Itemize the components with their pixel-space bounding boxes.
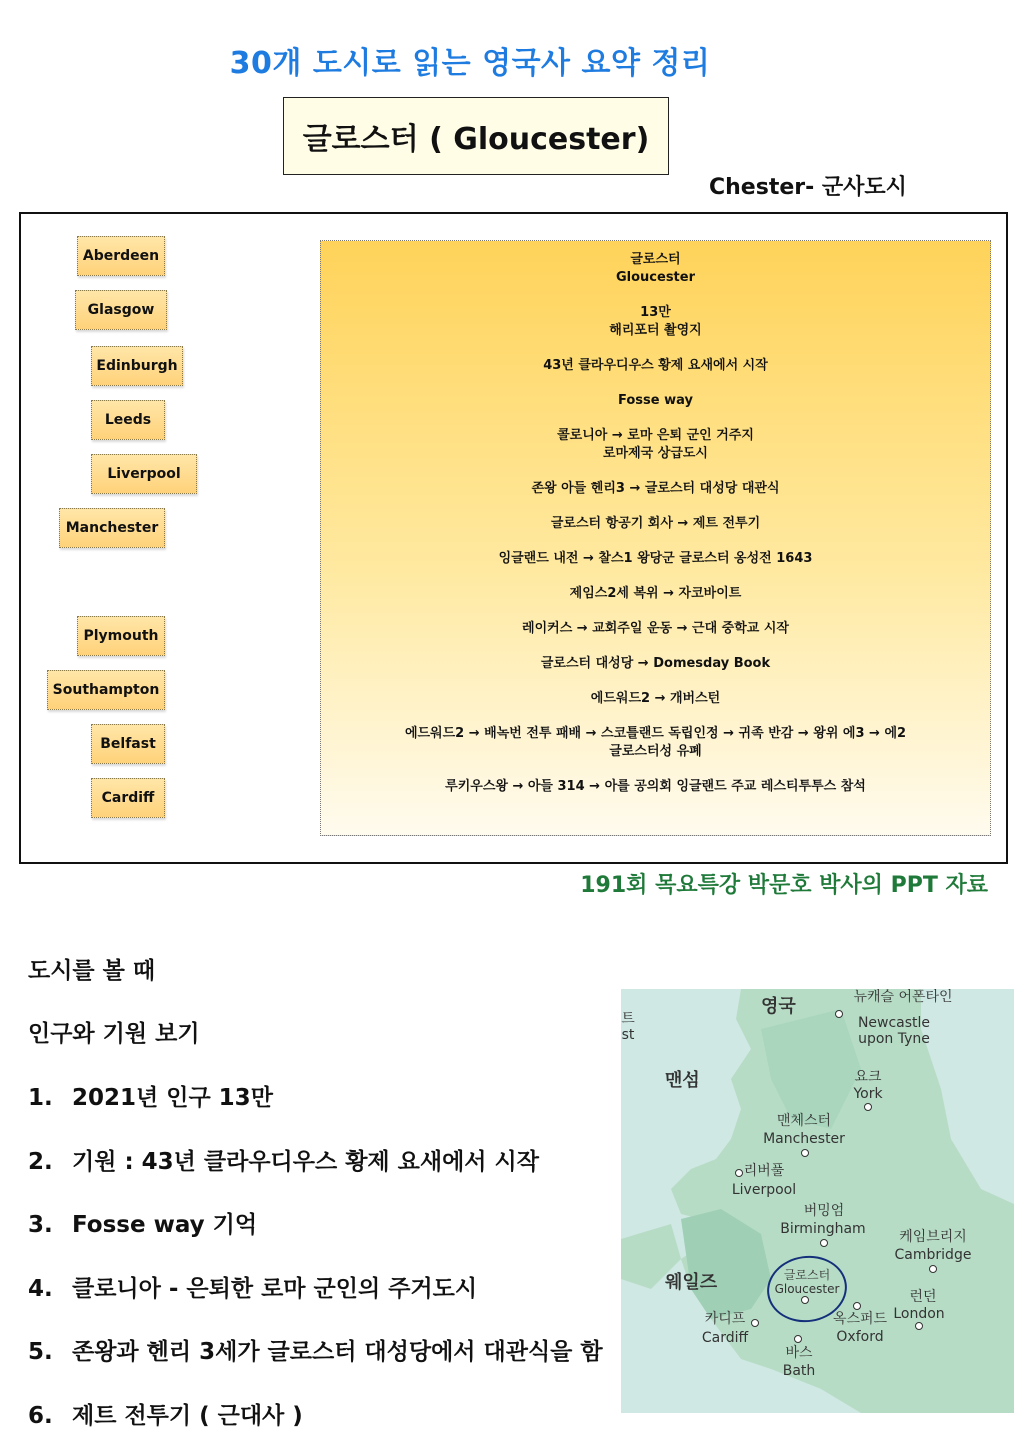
map-dot-bath [794,1335,802,1343]
info-line: 루키우스왕 → 아들 314 → 아를 공의회 잉글랜드 주교 레스티투투스 참석 [445,779,866,794]
info-line: 글로스터성 유폐 [609,744,702,759]
notes-item-text: 2021년 인구 13만 [72,1085,273,1111]
map-dot-manchester [801,1149,809,1157]
map-label-gloucester-ko: 글로스터 [783,1268,831,1282]
uk-map [621,989,1014,1413]
notes-heading-2: 인구와 기원 보기 [28,1021,200,1047]
info-line: 글로스터 [630,252,681,267]
notes-item [28,1143,539,1176]
notes-item-text: 제트 전투기 ( 근대사 ) [72,1402,303,1429]
map-dot-cambridge [929,1265,937,1273]
map-label-manchester-en: Manchester [763,1131,845,1147]
city-button-belfast[interactable]: Belfast [91,724,165,764]
city-button-aberdeen[interactable]: Aberdeen [77,236,165,276]
info-line: 에드워드2 → 배녹번 전투 패배 → 스코틀랜드 독립인정 → 귀족 반감 → 왕위 에3 → 에2 [404,726,907,741]
info-line: 레이커스 → 교회주일 운동 → 근대 중학교 시작 [522,621,789,636]
map-label-liverpool-ko: 리버풀 [743,1163,785,1179]
map-label-cardiff-ko: 카디프 [704,1311,746,1327]
info-line: 제임스2세 복위 → 자코바이트 [569,586,742,601]
info-line: Gloucester [615,270,695,285]
map-label-manchester-ko: 맨체스터 [776,1113,832,1129]
city-button-manchester[interactable]: Manchester [59,508,165,548]
map-label-london-ko: 런던 [909,1289,937,1305]
map-label-cambridge-ko: 케임브리지 [899,1229,967,1245]
notes-item [28,1397,303,1430]
city-button-plymouth[interactable]: Plymouth [77,616,165,656]
map-label-cambridge-en: Cambridge [894,1247,972,1263]
chester-note: Chester- 군사도시 [709,175,907,200]
map-label-bath-en: Bath [782,1363,816,1379]
info-line: 해리포터 촬영지 [609,323,702,338]
notes-item-number: 3. [28,1212,53,1238]
map-dot-london [915,1322,923,1330]
city-title: 글로스터 ( Gloucester) [302,122,650,157]
map-label-birmingham-en: Birmingham [780,1221,866,1237]
info-line: 13만 [640,305,671,320]
city-button-edinburgh[interactable]: Edinburgh [91,346,183,386]
map-label-newcastle-ko: 뉴캐슬 어폰타인 [853,989,953,1005]
notes-heading-1: 도시를 볼 때 [28,958,156,984]
info-line: 로마제국 상급도시 [603,446,708,461]
notes-item-number: 2. [28,1148,53,1175]
map-label-oxford-ko: 옥스퍼드 [832,1311,888,1327]
city-button-cardiff[interactable]: Cardiff [91,778,165,818]
map-label-birmingham-ko: 버밍엄 [803,1203,845,1219]
map-label-york-en: York [853,1086,883,1102]
notes-item-text: Fosse way 기억 [72,1212,258,1238]
city-button-southampton[interactable]: Southampton [47,670,165,710]
map-label-wales: 웨일즈 [665,1272,718,1293]
info-line: 글로스터 대성당 → Domesday Book [540,656,771,671]
source-note: 191회 목요특강 박문호 박사의 PPT 자료 [580,873,988,898]
info-line: 콜로니아 → 로마 은퇴 군인 거주지 [557,428,754,443]
map-dot-york [864,1103,872,1111]
notes-item [28,1206,257,1239]
info-line: 에드워드2 → 개버스턴 [590,691,721,706]
map-label-oxford-en: Oxford [836,1329,884,1345]
map-dot-oxford [853,1302,861,1310]
map-label-uk: 영국 [761,996,796,1017]
info-line: 잉글랜드 내전 → 찰스1 왕당군 글로스터 옹성전 1643 [498,551,813,566]
city-title-box [283,97,669,175]
city-button-leeds[interactable]: Leeds [91,400,165,440]
map-label-bath-ko: 바스 [785,1345,813,1361]
ppt-slide [19,212,1008,864]
map-label-liverpool-en: Liverpool [731,1182,797,1198]
notes-item-number: 1. [28,1085,53,1111]
map-dot-cardiff [751,1319,759,1327]
map-label-edge: 트 st [621,1011,635,1043]
map-dot-birmingham [820,1239,828,1247]
map-label-london-en: London [893,1306,945,1322]
notes-item-text: 클로니아 - 은퇴한 로마 군인의 주거도시 [72,1275,478,1302]
map-label-gloucester-en: Gloucester [774,1282,840,1296]
notes-item-text: 존왕과 헨리 3세가 글로스터 대성당에서 대관식을 함 [72,1339,603,1365]
map-dot-newcastle [835,1010,843,1018]
info-panel [320,240,991,836]
page-title: 30개 도시로 읽는 영국사 요약 정리 [229,46,711,81]
notes-item [28,1270,477,1303]
info-line: Fosse way [618,393,693,408]
map-dot-liverpool [735,1169,743,1177]
map-label-york-ko: 요크 [854,1069,882,1085]
city-button-liverpool[interactable]: Liverpool [91,454,197,494]
city-button-glasgow[interactable]: Glasgow [75,290,167,330]
notes-item [28,1333,603,1366]
info-line: 43년 클라우디우스 황제 요새에서 시작 [543,358,768,373]
notes-item-text: 기원 : 43년 클라우디우스 황제 요새에서 시작 [72,1148,539,1175]
map-dot-gloucester [801,1296,809,1304]
map-label-cardiff-en: Cardiff [701,1330,749,1346]
info-line: 글로스터 항공기 회사 → 제트 전투기 [550,516,761,531]
map-label-newcastle-en: Newcastle upon Tyne [857,1015,931,1047]
notes-item-number: 5. [28,1339,53,1365]
notes-item-number: 4. [28,1275,53,1302]
notes-item [28,1079,273,1112]
notes-item-number: 6. [28,1402,53,1429]
map-label-isle-of-man: 맨섬 [665,1070,700,1091]
info-line: 존왕 아들 헨리3 → 글로스터 대성당 대관식 [531,481,780,496]
